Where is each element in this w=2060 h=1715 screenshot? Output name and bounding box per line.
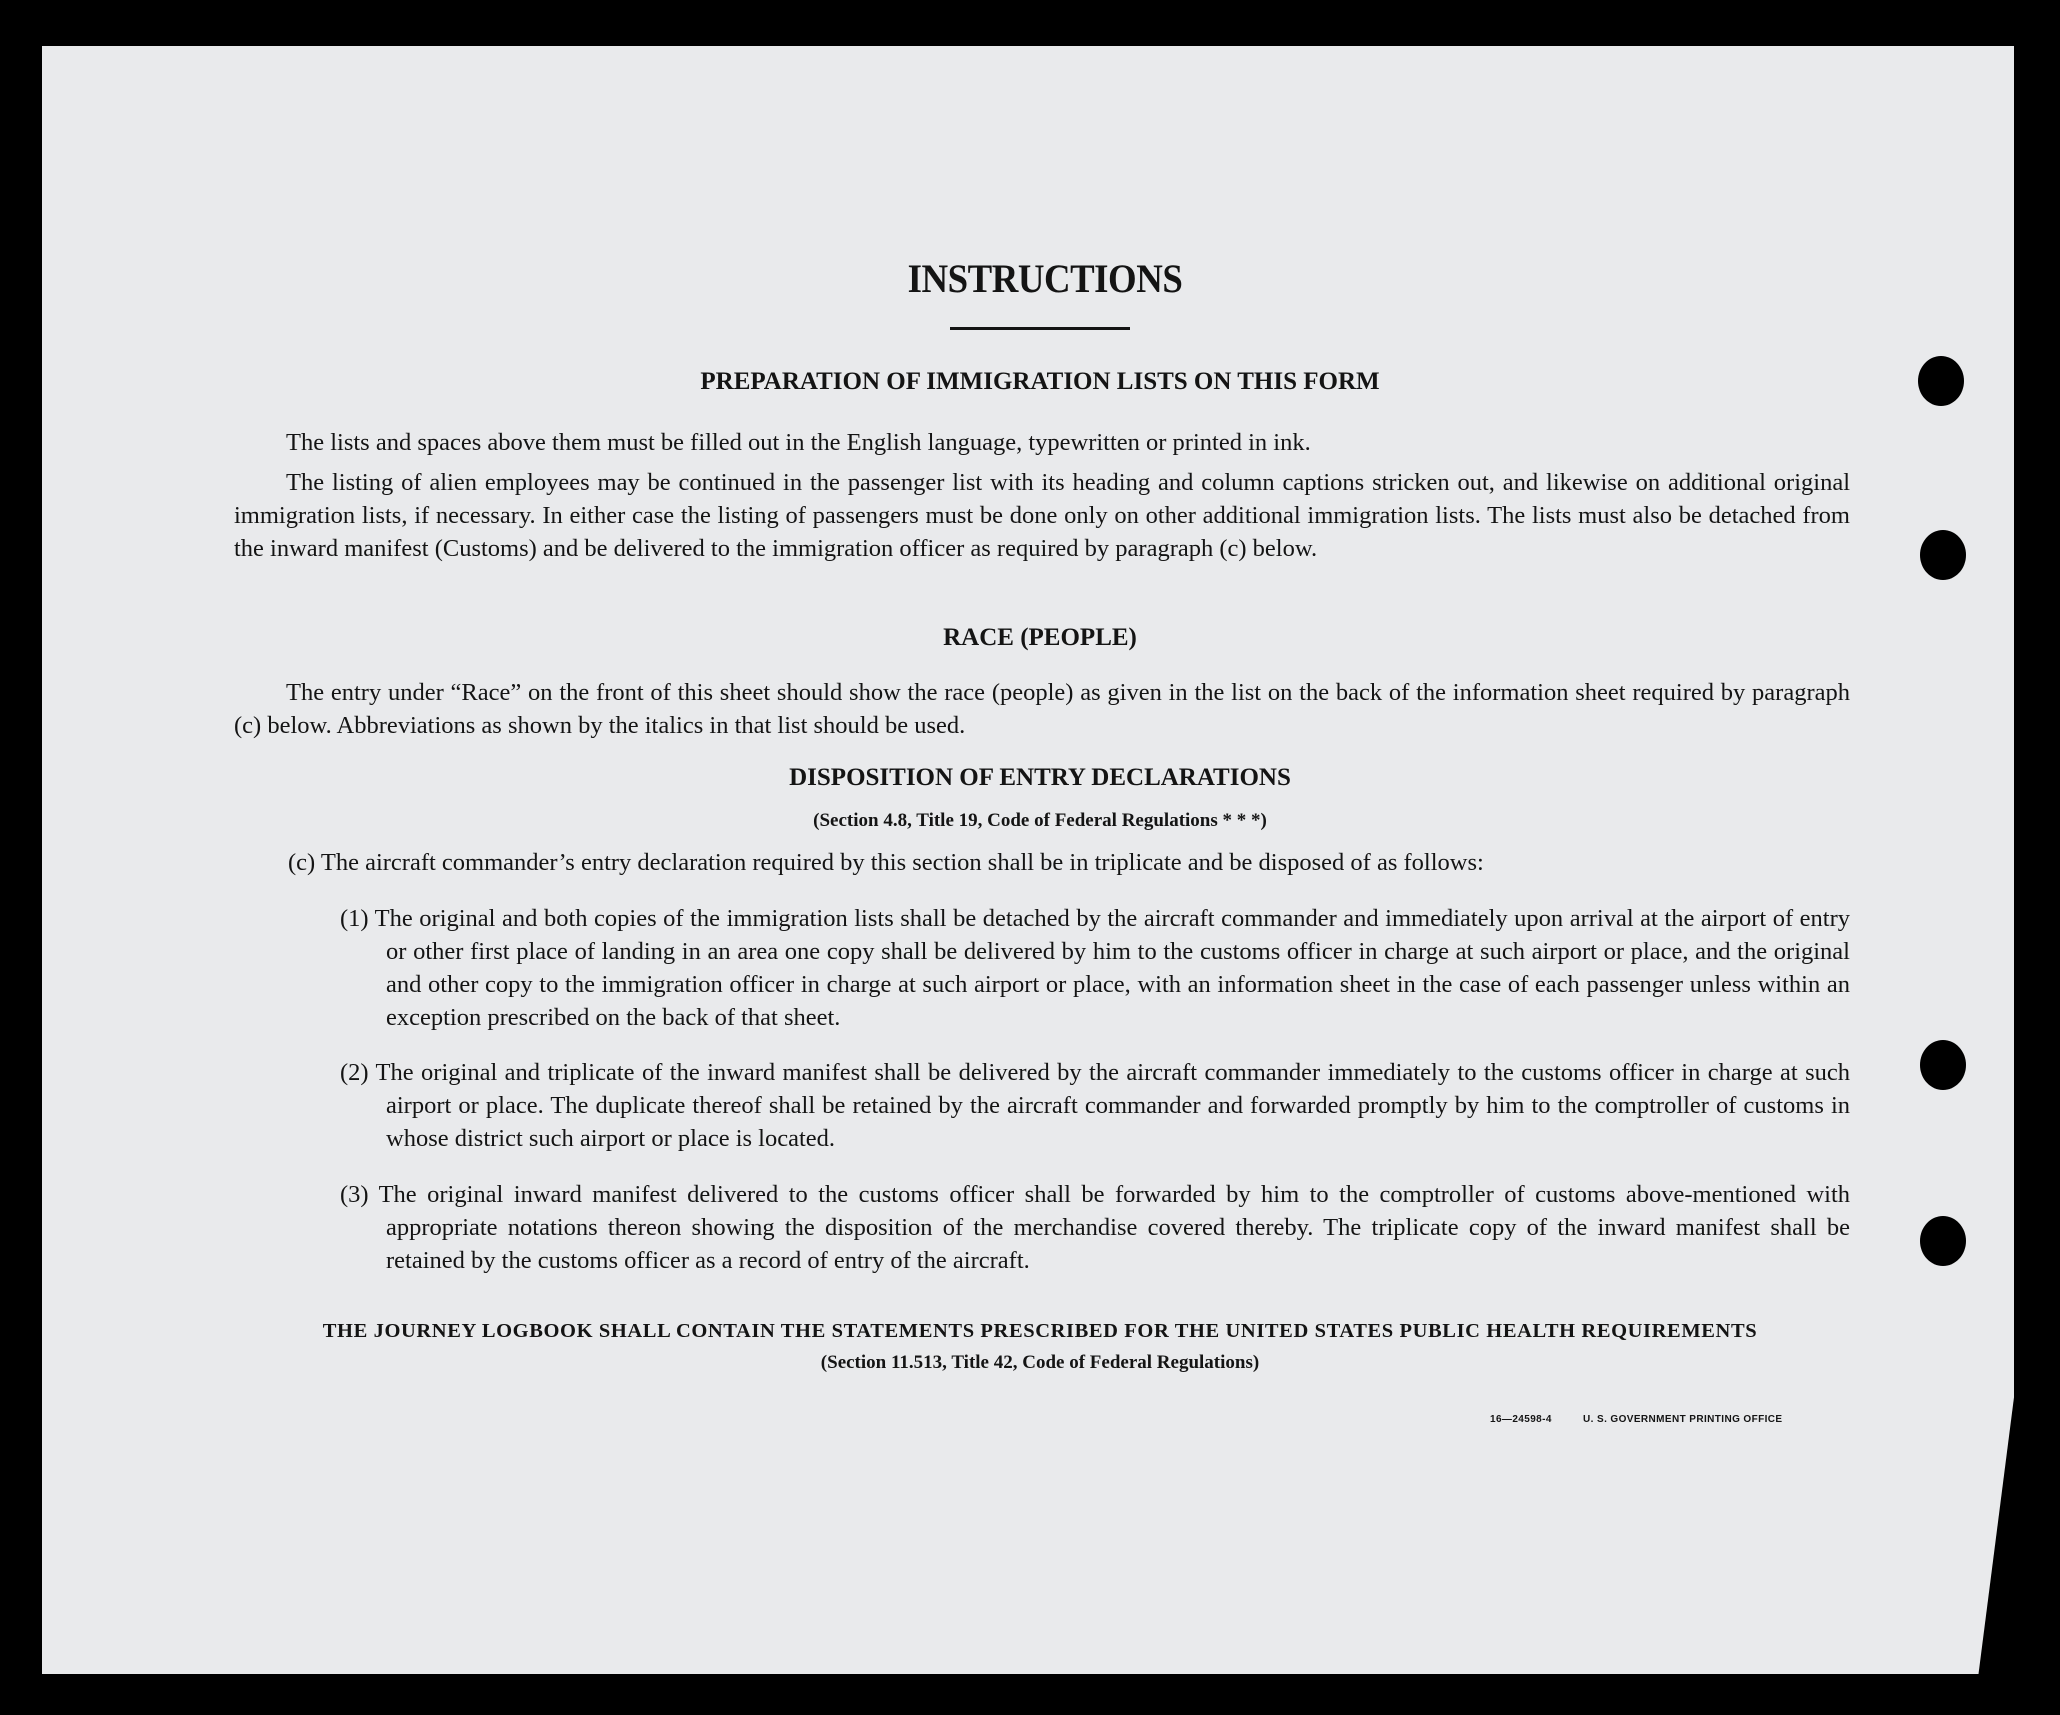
section-heading-preparation: PREPARATION OF IMMIGRATION LISTS ON THIS FORM: [700, 368, 1380, 395]
disposition-item-3: (3) The original inward manifest delivered to the customs officer shall be forwarded by him to the comptroller of customs above-mentioned with appropriate notations thereon showing the disposition of the merchandise covered thereby. The triplicate copy of the inward manifest shall be retained by the customs officer as a record of entry of the aircraft.: [340, 1181, 1850, 1274]
printer-imprint: [1490, 1414, 1783, 1425]
page-title: INSTRUCTIONS: [907, 256, 1183, 301]
paragraph-preparation-1: The lists and spaces above them must be filled out in the English language, typewritten or printed in ink.: [286, 429, 1311, 456]
section-heading-race: RACE (PEOPLE): [943, 624, 1137, 651]
footer-heading: THE JOURNEY LOGBOOK SHALL CONTAIN THE STATEMENTS PRESCRIBED FOR THE UNITED STATES PUBLIC HEALTH REQUIREMENTS: [322, 1320, 1758, 1342]
disposition-item-2: (2) The original and triplicate of the inward manifest shall be delivered by the aircraft commander immediately to the customs officer in charge at such airport or place. The duplicate thereof shall be retained by the aircraft commander and forwarded promptly by him to the comptroller of customs in whose district such airport or place is located.: [340, 1059, 1850, 1152]
title-underline: [950, 327, 1130, 330]
punch-hole: [1920, 530, 1966, 580]
section-heading-disposition: DISPOSITION OF ENTRY DECLARATIONS: [789, 764, 1291, 791]
paragraph-preparation-2: The listing of alien employees may be continued in the passenger list with its heading and column captions stricken out, and likewise on additional original immigration lists, if necessary. In either case the listing of passengers must be done only on other additional immigration lists. The lists must also be detached from the inward manifest (Customs) and be delivered to the immigration officer as required by paragraph (c) below.: [234, 469, 1850, 562]
form-number: 16—24598-4: [1490, 1414, 1552, 1425]
disposition-item-1: (1) The original and both copies of the immigration lists shall be detached by the aircraft commander and immediately upon arrival at the airport of entry or other first place of landing in an area one copy shall be delivered by him to the customs officer in charge at such airport or place, and the original and other copy to the immigration officer in charge at such airport or place, with an information sheet in the case of each passenger unless within an exception prescribed on the back of that sheet.: [340, 905, 1850, 1031]
paragraph-race: The entry under “Race” on the front of this sheet should show the race (people) as given in the list on the back of the information sheet required by paragraph (c) below. Abbreviations as shown by the italics in that list should be used.: [234, 679, 1850, 739]
disposition-intro: (c) The aircraft commander’s entry declaration required by this section shall be in triplicate and be disposed of as follows:: [288, 849, 1484, 876]
printer-name: U. S. GOVERNMENT PRINTING OFFICE: [1583, 1414, 1783, 1425]
punch-hole: [1920, 1216, 1966, 1266]
punch-hole: [1918, 356, 1964, 406]
footer-citation: (Section 11.513, Title 42, Code of Federal Regulations): [820, 1352, 1260, 1373]
punch-hole: [1920, 1040, 1966, 1090]
disposition-citation: (Section 4.8, Title 19, Code of Federal Regulations * * *): [813, 810, 1267, 831]
